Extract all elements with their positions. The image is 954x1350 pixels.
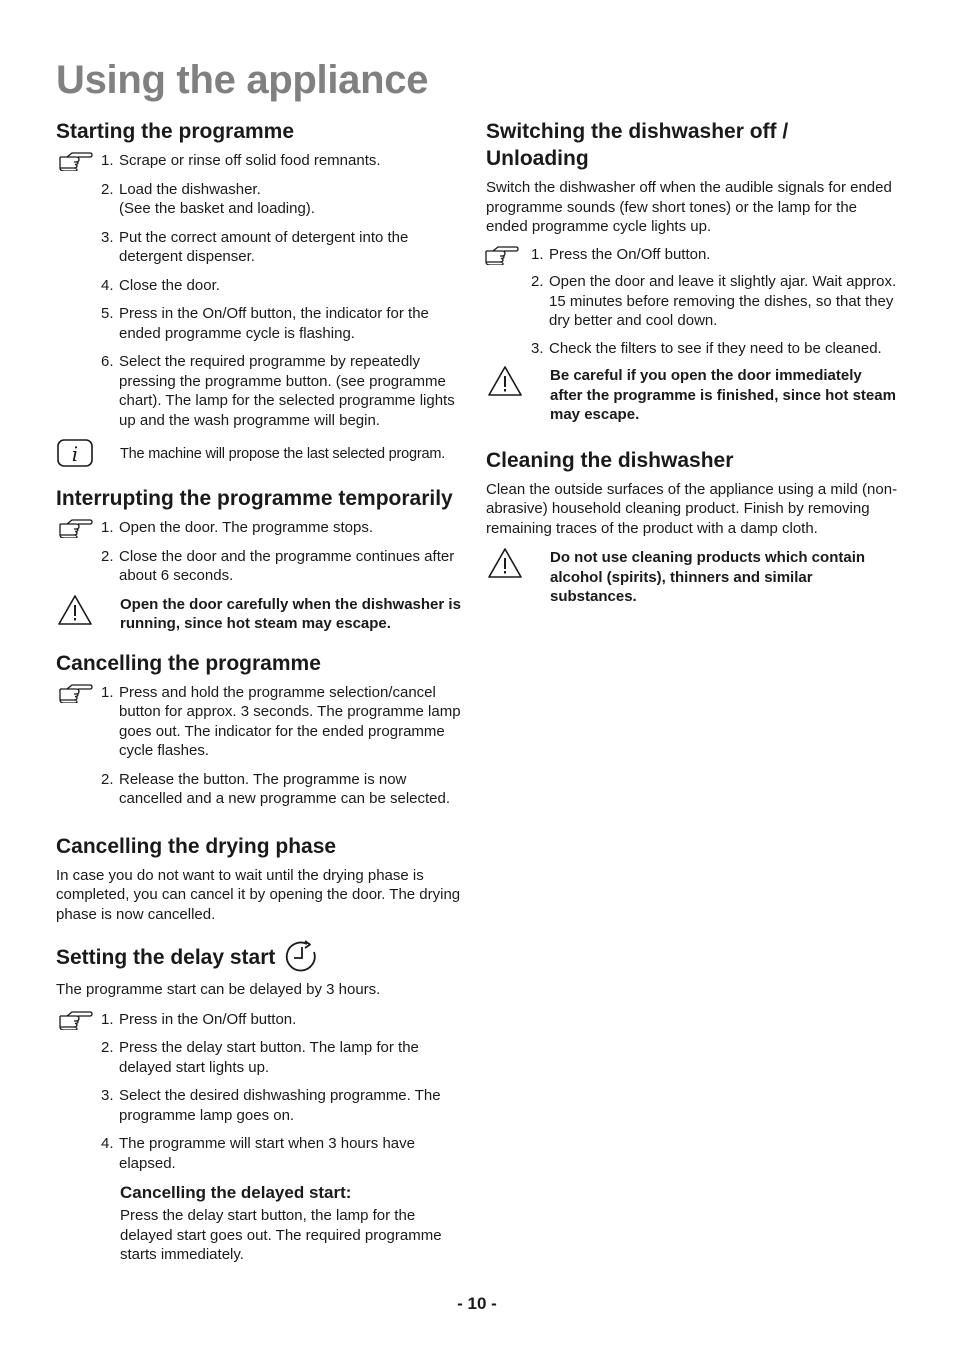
right-column xyxy=(486,118,898,623)
section-heading: Setting the delay start xyxy=(56,945,276,969)
step-item xyxy=(101,1086,471,1125)
info-text: The machine will propose the last selected program. xyxy=(120,446,446,462)
steps-block xyxy=(56,518,471,586)
section-cleaning xyxy=(486,447,898,607)
step-text: Close the door. xyxy=(119,276,220,294)
step-list xyxy=(56,683,471,809)
section-drying xyxy=(56,833,471,925)
steps-block xyxy=(56,1010,471,1174)
section-switching xyxy=(486,118,898,425)
cancel-delay-block xyxy=(56,1182,471,1265)
step-text: Put the correct amount of detergent into the detergent dispenser. xyxy=(119,228,409,265)
step-text: Press the delay start button. The lamp for the delayed start lights up. xyxy=(119,1039,419,1076)
steps-block xyxy=(56,683,471,809)
pointing-hand-icon xyxy=(58,683,94,703)
step-number: 3. xyxy=(531,339,544,357)
step-text: Open the door and leave it slightly ajar. Wait approx. 15 minutes before removing the dishes, so that they dry better and cool down. xyxy=(549,273,897,329)
pointing-hand-icon xyxy=(58,1010,94,1030)
section-cancelling xyxy=(56,650,471,809)
left-column xyxy=(56,118,471,1281)
step-number: 3. xyxy=(101,1087,114,1104)
section-heading: Cancelling the drying phase xyxy=(56,834,337,858)
step-item xyxy=(101,1134,471,1173)
step-item xyxy=(531,339,898,359)
delay-intro: The programme start can be delayed by 3 hours. xyxy=(56,981,381,998)
step-text: Open the door. The programme stops. xyxy=(119,519,374,536)
step-number: 6. xyxy=(101,353,114,370)
step-item xyxy=(101,683,471,761)
steps-block xyxy=(486,245,898,359)
step-list xyxy=(56,518,471,586)
switching-intro: Switch the dishwasher off when the audible signals for ended programme sounds (few short tones) or the lamp for the ended programme cycle lights up. xyxy=(486,179,892,235)
step-text: Close the door and the programme continues after about 6 seconds. xyxy=(119,547,455,584)
step-item xyxy=(531,245,898,265)
info-note xyxy=(56,439,471,469)
step-text: Load the dishwasher. (See the basket and loading). xyxy=(119,180,315,217)
section-starting xyxy=(56,118,471,469)
step-text: Press and hold the programme selection/cancel button for approx. 3 seconds. The programme lamp goes out. The indicator for the ended programme cycle flashes. xyxy=(119,683,461,759)
step-number: 2. xyxy=(531,273,544,290)
step-text: Select the desired dishwashing programme. The programme lamp goes on. xyxy=(119,1087,441,1124)
step-text: Check the filters to see if they need to be cleaned. xyxy=(549,339,882,357)
step-item xyxy=(101,770,471,809)
step-number: 3. xyxy=(101,228,114,246)
step-item xyxy=(101,1038,471,1077)
step-number: 1. xyxy=(101,1010,114,1028)
step-number: 5. xyxy=(101,305,114,322)
warning-text: Open the door carefully when the dishwasher is running, since hot steam may escape. xyxy=(120,595,461,632)
step-number: 1. xyxy=(101,519,114,536)
step-item xyxy=(531,272,898,331)
delay-start-clock-icon xyxy=(285,940,319,974)
warning-triangle-icon xyxy=(486,364,524,398)
step-item xyxy=(101,228,471,267)
section-heading: Switching the dishwasher off / Unloading xyxy=(486,120,789,170)
step-item xyxy=(101,547,471,586)
step-text: Scrape or rinse off solid food remnants. xyxy=(119,152,381,169)
step-number: 2. xyxy=(101,770,114,788)
step-list xyxy=(56,151,471,430)
step-item xyxy=(101,151,471,171)
page-number: - 10 - xyxy=(457,1294,497,1313)
cancel-delay-heading: Cancelling the delayed start: xyxy=(120,1183,352,1202)
warning-text: Be careful if you open the door immediately after the programme is finished, since hot steam may escape. xyxy=(550,367,896,423)
delay-heading-row xyxy=(56,940,471,974)
section-heading: Cancelling the programme xyxy=(56,651,321,675)
steps-block xyxy=(56,151,471,430)
section-heading: Interrupting the programme temporarily xyxy=(56,487,453,510)
section-heading: Starting the programme xyxy=(56,120,295,143)
warning-note xyxy=(486,548,898,607)
step-item xyxy=(101,352,471,430)
section-delay xyxy=(56,940,471,1265)
pointing-hand-icon xyxy=(484,245,520,265)
step-item xyxy=(101,180,471,219)
cancel-delay-text: Press the delay start button, the lamp for the delayed start goes out. The required programme starts immediately. xyxy=(120,1207,442,1263)
page-title: Using the appliance xyxy=(56,58,429,102)
warning-triangle-icon xyxy=(486,546,524,580)
section-heading: Cleaning the dishwasher xyxy=(486,448,734,472)
warning-note xyxy=(56,595,471,634)
step-item xyxy=(101,304,471,343)
step-list xyxy=(486,245,898,359)
step-number: 1. xyxy=(101,152,114,169)
step-text: Release the button. The programme is now cancelled and a new programme can be selected. xyxy=(119,770,451,807)
step-text: The programme will start when 3 hours have elapsed. xyxy=(119,1135,415,1172)
drying-text: In case you do not want to wait until the drying phase is completed, you can cancel it by opening the door. The drying phase is now cancelled. xyxy=(56,866,461,923)
step-number: 2. xyxy=(101,547,114,565)
step-item xyxy=(101,1010,471,1030)
step-number: 2. xyxy=(101,1039,114,1056)
step-list xyxy=(56,1010,471,1174)
step-number: 1. xyxy=(531,245,544,263)
step-text: Press in the On/Off button. xyxy=(119,1010,297,1028)
warning-note xyxy=(486,366,898,425)
cleaning-text: Clean the outside surfaces of the appliance using a mild (non-abrasive) household cleaning product. Finish by removing remaining traces of the product with a damp cloth. xyxy=(486,480,898,537)
pointing-hand-icon xyxy=(58,518,94,538)
step-number: 2. xyxy=(101,180,114,198)
info-icon xyxy=(56,437,94,471)
step-number: 4. xyxy=(101,276,114,294)
pointing-hand-icon xyxy=(58,151,94,171)
step-text: Press the On/Off button. xyxy=(549,245,711,263)
step-item xyxy=(101,276,471,296)
step-number: 1. xyxy=(101,683,114,701)
step-text: Select the required programme by repeatedly pressing the programme button. (see programme chart). The lamp for the selected programme lights up and the wash programme will begin. xyxy=(119,353,455,429)
section-interrupting xyxy=(56,485,471,634)
step-item xyxy=(101,518,471,538)
warning-text: Do not use cleaning products which contain alcohol (spirits), thinners and similar substances. xyxy=(550,549,866,605)
warning-triangle-icon xyxy=(56,593,94,627)
step-number: 4. xyxy=(101,1135,114,1152)
step-text: Press in the On/Off button, the indicator for the ended programme cycle is flashing. xyxy=(119,305,429,342)
